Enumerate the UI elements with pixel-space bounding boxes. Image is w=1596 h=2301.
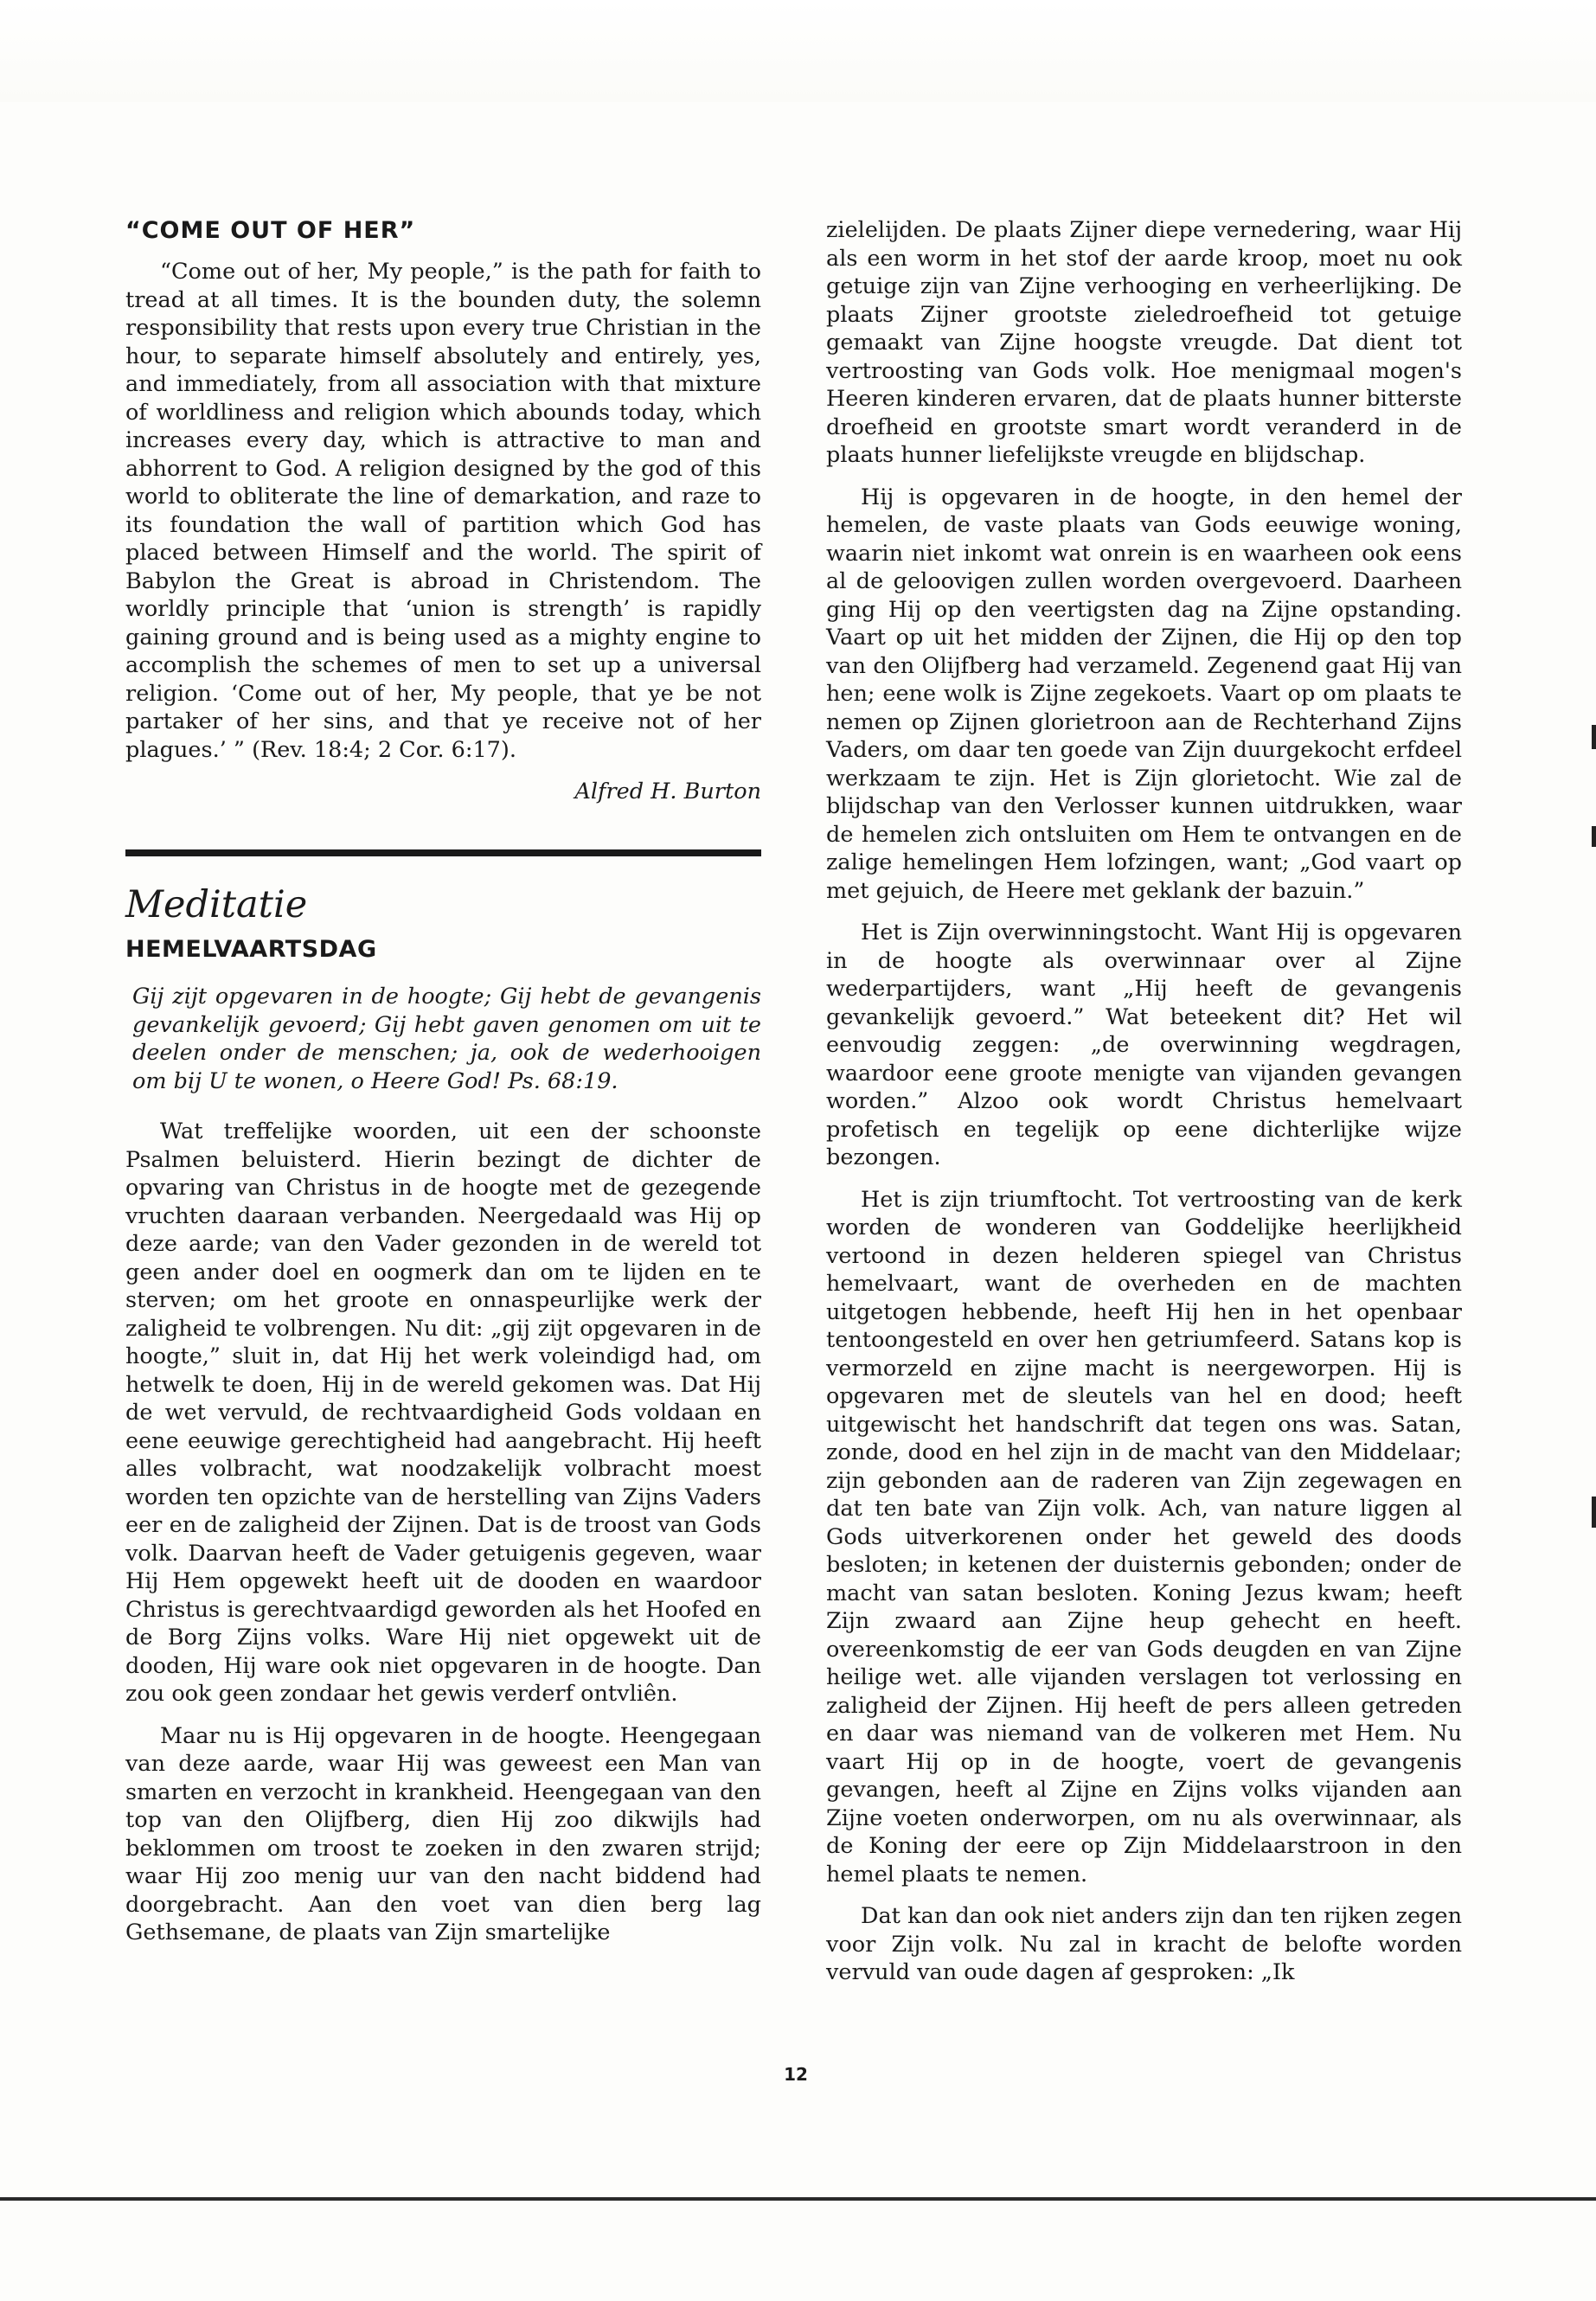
section-title: Meditatie <box>125 882 308 926</box>
article-heading-come-out-of-her: “COME OUT OF HER” <box>125 217 416 244</box>
paragraph: Maar nu is Hij opgevaren in de hoogte. Heengegaan van deze aarde, waar Hij was geweest een Man van smarten en verzocht in krankheid. Heengegaan van den top van den Olijfberg, dien Hij zoo dikwijls had beklommen om troost te zoeken in den zwaren strijd; waar Hij zoo menig uur van den nacht biddend had doorgebracht. Aan den voet van dien berg lag Gethsemane, de plaats van Zijn smartelijke <box>125 1722 761 1945</box>
article-body: “Come out of her, My people,” is the path for faith to tread at all times. It is the bounden duty, the solemn responsibility that rests upon every true Christian in the hour, to separate himself absolutely and entirely, yes, and immediately, from all association with that mixture of worldliness and religion which abounds today, which increases every day, which is attractive to man and abhorrent to God. A religion designed by the god of this world to obliterate the line of demarkation, and raze to its foundation the wall of partition which God has placed between Himself and the world. The spirit of Babylon the Great is abroad in Christendom. The worldly principle that ‘union is strength’ is rapidly gaining ground and is being used as a mighty engine to accomplish the schemes of men to set up a universal religion. ‘Come out of her, My people, that ye be not partaker of her sins, and that ye receive not of her plagues.’ ” (Rev. 18:4; 2 Cor. 6:17). <box>125 259 761 763</box>
scan-bottom-edge <box>0 2197 1596 2201</box>
right-column <box>826 216 1462 2001</box>
scan-margin-top <box>0 0 1596 102</box>
paragraph: Het is zijn triumftocht. Tot vertroosting van de kerk worden de wonderen van Goddelijke heerlijkheid vertoond in dezen helderen spiegel van Christus hemelvaart, want de overheden en de machten uitgetogen hebbende, heeft Hij hen in het openbaar tentoongesteld en over hen getriumfeerd. Satans kop is vermorzeld en zijne macht is neergeworpen. Hij is opgevaren met de sleutels van hel en dood; heeft uitgewischt het handschrift dat tegen ons was. Satan, zonde, dood en hel zijn in de macht van den Middelaar; zijn gebonden aan de raderen van Zijn zegewagen en dat ten bate van Zijn volk. Ach, van nature liggen al Gods uitverkorenen onder het geweld des doods besloten; in ketenen der duisternis gebonden; onder de macht van satan besloten. Koning Jezus kwam; heeft Zijn zwaard aan Zijne heup gehecht en heeft. overeenkomstig de eer van Gods deugden en van Zijne heilige wet. alle vijanden verslagen tot verlossing en zaligheid der Zijnen. Hij heeft de pers alleen getreden en daar was niemand van de volkeren met Hem. Nu vaart Hij op in de hoogte, voert de gevangenis gevangen, heeft al Zijne en Zijns volks vijanden aan Zijne voeten onderworpen, om nu als overwinnaar, als de Koning der eere op Zijn Middelaarstroon in den hemel plaats te nemen. <box>826 1186 1462 1888</box>
author-signature: Alfred H. Burton <box>574 779 761 804</box>
edge-mark-top-right <box>1592 725 1596 749</box>
page-number: 12 <box>784 2064 808 2085</box>
section-divider <box>125 849 761 856</box>
meditation-heading: HEMELVAARTSDAG <box>125 935 377 963</box>
paragraph: Hij is opgevaren in de hoogte, in den hemel der hemelen, de vaste plaats van Gods eeuwige woning, waarin niet inkomt wat onrein is en waarheen ook eens al de geloovigen zullen worden overgevoerd. Daarheen ging Hij op den veertigsten dag na Zijne opstanding. Vaart op uit het midden der Zijnen, die Hij op den top van den Olijfberg had verzameld. Zegenend gaat Hij van hen; eene wolk is Zijne zegekoets. Vaart op om plaats te nemen op Zijnen glorietroon aan de Rechterhand Zijns Vaders, om daar ten goede van Zijn duurgekocht erfdeel werkzaam te zijn. Het is Zijn glorietocht. Wie zal de blijdschap van den Verlosser kunnen uitdrukken, waar de hemelen zich ontsluiten om Hem te ontvangen en de zalige hemelingen Hem lofzingen, want; „God vaart op met gejuich, de Heere met geklank der bazuin.” <box>826 484 1462 904</box>
paragraph: zielelijden. De plaats Zijner diepe vernedering, waar Hij als een worm in het stof der aarde kroop, moet nu ook getuige zijn van Zijne verhooging en verheerlijking. De plaats Zijner grootste zieledroefheid tot getuige gemaakt van Zijne hoogste vreugde. Dat dient tot vertroosting van Gods volk. Hoe menigmaal mogen's Heeren kinderen ervaren, dat de plaats hunner bitterste droefheid en grootste smart wordt veranderd in de plaats hunner liefelijkste vreugde en blijdschap. <box>826 217 1462 468</box>
scripture-quote: Gij zijt opgevaren in de hoogte; Gij hebt de gevangenis gevankelijk gevoerd; Gij hebt gaven genomen om uit te deelen onder de menschen; ja, ook de wederhooigen om bij U te wonen, o Heere God! Ps. 68:19. <box>132 984 761 1094</box>
paragraph: Dat kan dan ook niet anders zijn dan ten rijken zegen voor Zijn volk. Nu zal in kracht de belofte worden vervuld van oude dagen af gesproken: „Ik <box>826 1903 1462 1985</box>
paragraph: Het is Zijn overwinningstocht. Want Hij is opgevaren in de hoogte als overwinnaar over al Zijne wederpartijders, want „Hij heeft de gevangenis gevankelijk gevoerd.” Wat beteekent dit? Het wil eenvoudig zeggen: „de overwinning wegdragen, waardoor eene groote menigte van vijanden gevangen worden.” Alzoo ook wordt Christus hemelvaart profetisch en tegelijk op eene dichterlijke wijze bezongen. <box>826 920 1462 1170</box>
edge-mark-lower-right <box>1592 1497 1596 1528</box>
left-column <box>125 216 761 1961</box>
edge-mark-middle-right <box>1592 826 1596 847</box>
paragraph: Wat treffelijke woorden, uit een der schoonste Psalmen beluisterd. Hierin bezingt de dichter de opvaring van Christus in de hoogte met de gezegende vruchten daaraan verbanden. Neergedaald was Hij op deze aarde; van den Vader gezonden in de wereld tot geen ander doel en oogmerk dan om te lijden en te sterven; om het groote en onnaspeurlijke werk der zaligheid te volbrengen. Nu dit: „gij zijt opgevaren in de hoogte,” sluit in, dat Hij het werk voleindigd had, om hetwelk te doen, Hij in de wereld gekomen was. Dat Hij de wet vervuld, de rechtvaardigheid Gods voldaan en eene eeuwige gerechtigheid had aangebracht. Hij heeft alles volbracht, wat noodzakelijk volbracht moest worden ten opzichte van de herstelling van Zijns Vaders eer en de zaligheid der Zijnen. Dat is de troost van Gods volk. Daarvan heeft de Vader getuigenis gegeven, waar Hij Hem opgewekt heeft uit de dooden en waardoor Christus is gerechtvaardigd geworden als het Hoofed en de Borg Zijns volks. Ware Hij niet opgewekt uit de dooden, Hij ware ook niet opgevaren in de hoogte. Dan zou ook geen zondaar het gewis verderf ontvliên. <box>125 1118 761 1707</box>
